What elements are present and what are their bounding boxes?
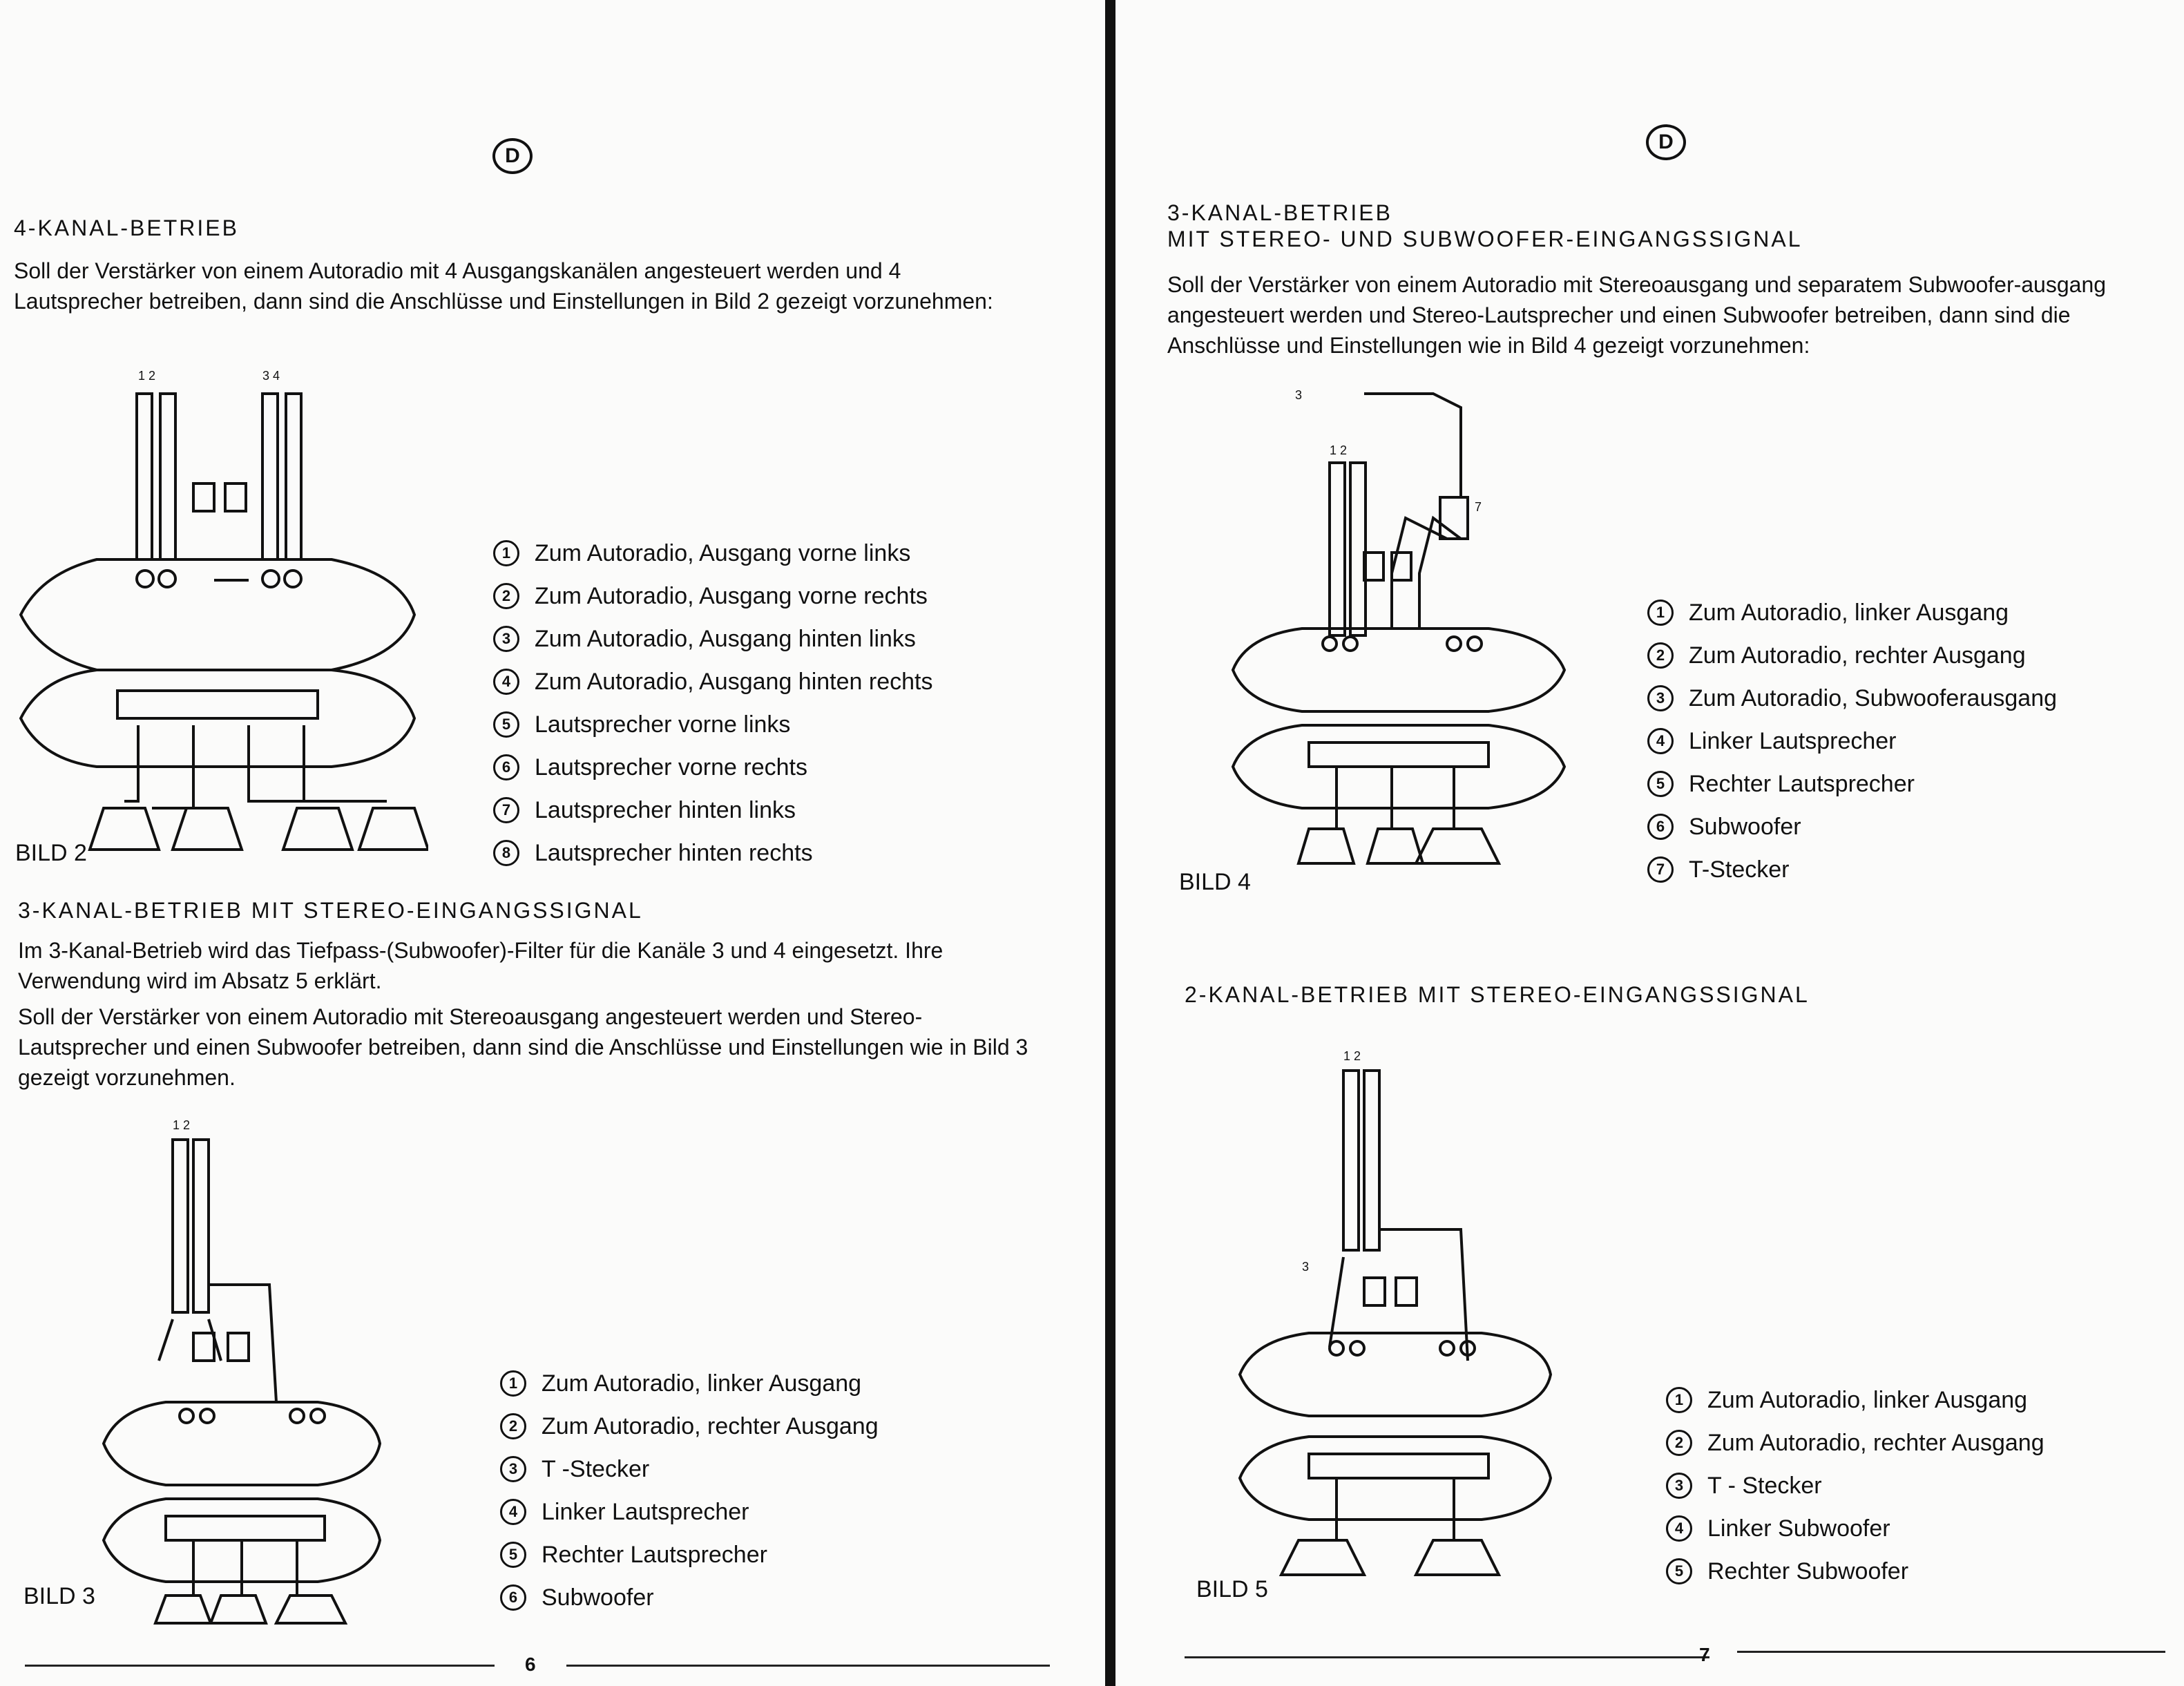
legend-item: 5 Rechter Subwoofer xyxy=(1666,1550,2044,1593)
section-title-3-kanal-stereo: 3-KANAL-BETRIEB MIT STEREO-EINGANGSSIGNAL xyxy=(18,898,643,923)
legend-item: 8 Lautsprecher hinten rechts xyxy=(493,832,932,874)
legend-item: 4 Linker Lautsprecher xyxy=(1647,720,2057,763)
svg-text:1 2: 1 2 xyxy=(138,369,156,383)
legend-bild-5 xyxy=(1666,1379,2044,1593)
svg-text:3 4: 3 4 xyxy=(262,369,280,383)
figure-label-bild-5: BILD 5 xyxy=(1196,1576,1268,1602)
legend-item: 7 T-Stecker xyxy=(1647,848,2057,891)
legend-item: 4 Linker Subwoofer xyxy=(1666,1507,2044,1550)
section-text-3-kanal-1: Im 3-Kanal-Betrieb wird das Tiefpass-(Subwoofer)-Filter für die Kanäle 3 und 4 eingesetzt. Ihre Verwendung wird im Absatz 5 erklärt. xyxy=(18,938,943,993)
legend-item: 5 Lautsprecher vorne links xyxy=(493,703,932,746)
legend-bild-4 xyxy=(1647,591,2057,891)
page-right xyxy=(1115,0,2184,1686)
legend-item: 1 Zum Autoradio, linker Ausgang xyxy=(500,1362,879,1405)
svg-text:1 2: 1 2 xyxy=(1343,1049,1361,1063)
legend-item: 3 Zum Autoradio, Ausgang hinten links xyxy=(493,617,932,660)
page-number: 7 xyxy=(1699,1644,1710,1665)
section-text-3-kanal-2: Soll der Verstärker von einem Autoradio mit Stereoausgang angesteuert werden und Stereo-Lautsprecher und einen Subwoofer betreiben, dann sind die Anschlüsse und Einstellungen wie in Bild 3 gezeigt vorzunehmen. xyxy=(18,1004,1028,1090)
language-badge: D xyxy=(492,138,533,174)
legend-item: 1 Zum Autoradio, linker Ausgang xyxy=(1647,591,2057,634)
language-badge: D xyxy=(1646,124,1686,160)
legend-item: 2 Zum Autoradio, rechter Ausgang xyxy=(1666,1421,2044,1464)
figure-bild-5 xyxy=(1233,1043,1558,1609)
legend-item: 3 Zum Autoradio, Subwooferausgang xyxy=(1647,677,2057,720)
section-text-4-kanal: Soll der Verstärker von einem Autoradio mit 4 Ausgangskanälen angesteuert werden und 4 Lautsprecher betreiben, dann sind die Anschlüsse und Einstellungen in Bild 2 gezeigt vorzunehmen: xyxy=(14,258,993,314)
binding-gutter xyxy=(1105,0,1115,1686)
footer-rule xyxy=(566,1665,1050,1667)
legend-item: 2 Zum Autoradio, rechter Ausgang xyxy=(1647,634,2057,677)
section-title-4-kanal: 4-KANAL-BETRIEB xyxy=(14,215,239,240)
svg-text:1 2: 1 2 xyxy=(1330,443,1348,457)
legend-item: 6 Lautsprecher vorne rechts xyxy=(493,746,932,789)
svg-text:7: 7 xyxy=(1475,500,1482,514)
figure-bild-4 xyxy=(1226,380,1571,905)
figure-label-bild-4: BILD 4 xyxy=(1179,869,1251,895)
svg-text:3: 3 xyxy=(1295,388,1303,402)
page-number: 6 xyxy=(525,1654,536,1675)
figure-label-bild-3: BILD 3 xyxy=(23,1583,95,1609)
legend-item: 2 Zum Autoradio, Ausgang vorne rechts xyxy=(493,575,932,617)
legend-bild-2 xyxy=(493,532,932,874)
legend-item: 3 T - Stecker xyxy=(1666,1464,2044,1507)
footer-rule xyxy=(1737,1651,2165,1654)
legend-item: 2 Zum Autoradio, rechter Ausgang xyxy=(500,1405,879,1448)
footer-rule xyxy=(25,1665,495,1667)
footer-rule xyxy=(1185,1656,1709,1659)
legend-item: 5 Rechter Lautsprecher xyxy=(1647,763,2057,805)
figure-bild-3 xyxy=(90,1112,401,1637)
legend-item: 4 Zum Autoradio, Ausgang hinten rechts xyxy=(493,660,932,703)
legend-item: 4 Linker Lautsprecher xyxy=(500,1491,879,1533)
svg-text:1 2: 1 2 xyxy=(173,1118,191,1132)
figure-bild-2 xyxy=(14,352,428,863)
svg-text:3: 3 xyxy=(1302,1260,1310,1274)
section-title-3-kanal-sub: 3-KANAL-BETRIEB xyxy=(1167,200,1392,225)
legend-item: 6 Subwoofer xyxy=(1647,805,2057,848)
legend-item: 3 T -Stecker xyxy=(500,1448,879,1491)
section-subtitle-3-kanal-sub: MIT STEREO- UND SUBWOOFER-EINGANGSSIGNAL xyxy=(1167,227,1803,251)
legend-item: 1 Zum Autoradio, linker Ausgang xyxy=(1666,1379,2044,1421)
figure-label-bild-2: BILD 2 xyxy=(15,840,87,866)
legend-item: 6 Subwoofer xyxy=(500,1576,879,1619)
section-text-3-kanal-sub: Soll der Verstärker von einem Autoradio mit Stereoausgang und separatem Subwoofer-ausgang angesteuert werden und Stereo-Lautsprecher und einen Subwoofer betreiben, dann sind die Anschlüsse und Einstellungen wie in Bild 4 gezeigt vorzunehmen: xyxy=(1167,272,2107,358)
legend-item: 5 Rechter Lautsprecher xyxy=(500,1533,879,1576)
legend-item: 7 Lautsprecher hinten links xyxy=(493,789,932,832)
legend-item: 1 Zum Autoradio, Ausgang vorne links xyxy=(493,532,932,575)
legend-bild-3 xyxy=(500,1362,879,1619)
section-title-2-kanal: 2-KANAL-BETRIEB MIT STEREO-EINGANGSSIGNAL xyxy=(1185,982,1810,1007)
